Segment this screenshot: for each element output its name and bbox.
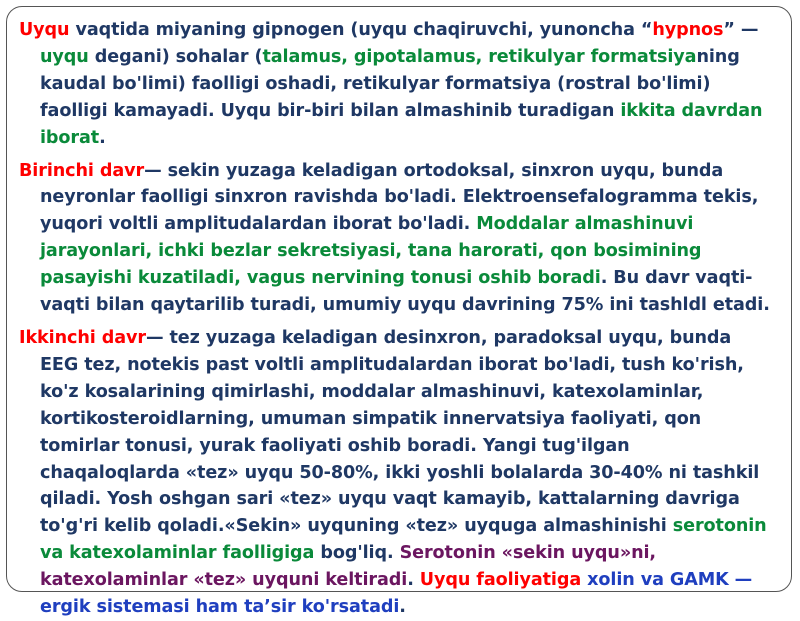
text-segment: hypnos [652, 20, 724, 40]
text-segment: bog'liq. [314, 543, 400, 564]
text-segment: uyqu [40, 46, 89, 67]
text-segment: ikkita davrdan iborat [40, 100, 763, 148]
text-segment: Moddalar almashinuvi jarayonlari, ichki bezlar sekretsiyasi, tana harorati, qon bosimining pasayishi kuzatiladi, vagus nervining tonusi oshib boradi [40, 214, 702, 289]
text-segment: ” — [723, 20, 759, 40]
paragraph-sleep-intro [19, 17, 773, 152]
text-segment: . Bu davr vaqti-vaqti bilan qaytarilib turadi, umumiy uyqu davrining 75% ini tashldl etadi. [40, 268, 770, 316]
text-segment: . [407, 570, 420, 591]
text-segment: Ikkinchi davr [19, 327, 146, 348]
text-segment: . [99, 127, 106, 148]
text-segment: Birinchi davr [19, 160, 145, 181]
text-segment: Uyqu [19, 20, 70, 40]
text-segment: — sekin yuzaga keladigan ortodoksal, sinxron uyqu, bunda neyronlar faolligi sinxron ravishda bo'ladi. Elektroensefalogramma tekis, yuqori voltli amplitudalardan iborat bo'ladi. [40, 160, 759, 235]
text-segment: serotonin va katexolaminlar faolligiga [40, 516, 767, 564]
paragraph-first-phase [19, 158, 773, 319]
text-segment: — tez yuzaga keladigan desinxron, paradoksal uyqu, bunda EEG tez, notekis past voltli amplitudalardan iborat bo'ladi, tush ko'rish, ko'z kosalarining qimirlashi, moddalar almashinuvi, katexolaminlar, kortikosteroidlarning, umuman simpatik innervatsiya faoliyati, qon tomirlar tonusi, yurak faoliyati oshib boradi. Yangi tug'ilgan chaqaloqlarda «tez» uyqu 50-80%, ikki yoshli bolalarda 30-40% ni tashkil qiladi. Yosh oshgan sari «tez» uyqu vaqt kamayib, kattalarning davriga to'g'ri kelib qoladi.«Sekin» uyquning «tez» uyquga almashinishi [40, 327, 760, 537]
slide-frame [6, 6, 792, 618]
text-segment: ning kaudal bo'limi) faolligi oshadi, retikulyar formatsiya (rostral bo'limi) faolligi kamayadi. Uyqu bir-biri bilan almashinib turadigan [40, 46, 740, 121]
text-segment: Serotonin «sekin uyqu»ni, katexolaminlar «tez» uyquni keltiradi [40, 543, 657, 591]
paragraph-second-phase [19, 325, 773, 621]
text-segment: vaqtida miyaning gipnogen (uyqu chaqiruvchi, yunoncha “ [69, 20, 653, 40]
text-segment: degani) sohalar ( [88, 46, 263, 67]
text-segment: xolin va GAMK — ergik sistemasi ham ta’sir ko'rsatadi [40, 570, 753, 618]
text-segment: Uyqu faoliyatiga [419, 570, 582, 591]
text-segment: talamus, gipotalamus, retikulyar formatsiya [262, 46, 697, 67]
text-segment: . [399, 597, 406, 618]
